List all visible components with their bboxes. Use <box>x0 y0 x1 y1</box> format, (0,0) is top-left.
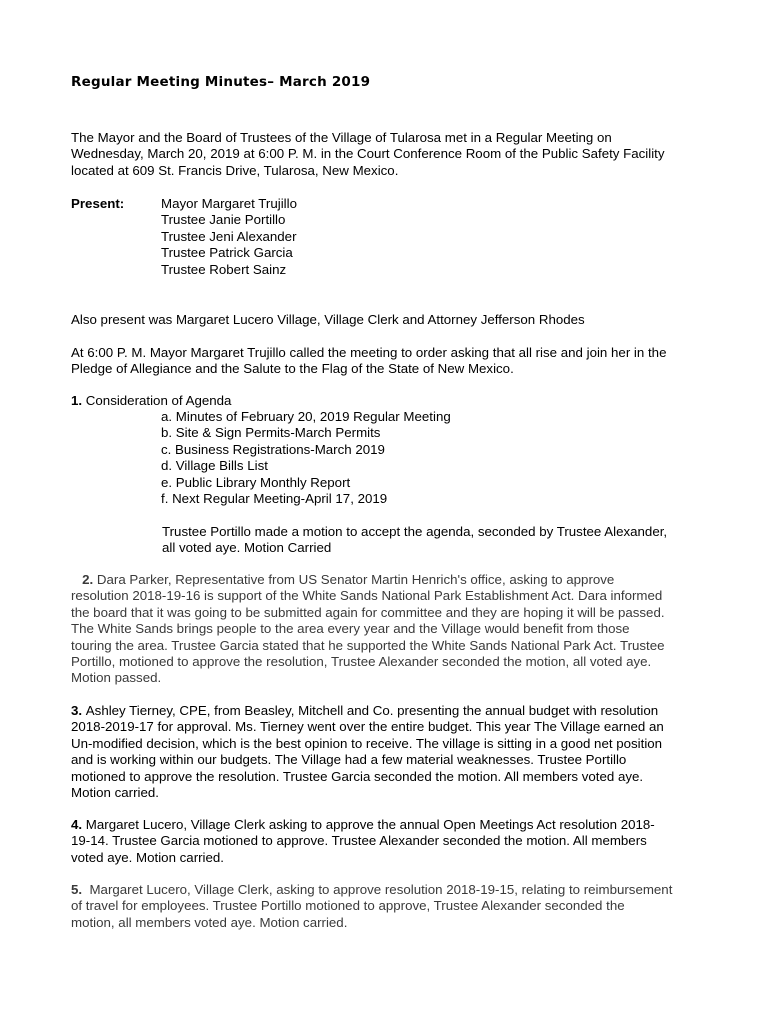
present-member: Trustee Robert Sainz <box>161 261 287 277</box>
item-2-line: the board that it was going to be submitted again for committee and they are hoping it will be passed. <box>71 604 665 620</box>
item-1-heading <box>71 393 231 409</box>
document-title: Regular Meeting Minutes– March 2019 <box>71 74 371 90</box>
item-4-number: 4. <box>71 817 83 832</box>
item-2-line: 2. Dara Parker, Representative from US Senator Martin Henrich's office, asking to approve <box>82 572 615 587</box>
item-3-number: 3. <box>71 703 83 718</box>
call-to-order-line: Pledge of Allegiance and the Salute to the Flag of the State of New Mexico. <box>71 361 514 377</box>
item-2-paragraph <box>71 572 665 687</box>
item-2-line: The White Sands brings people to the area every year and the Village would benefit from those <box>71 621 630 637</box>
item-5-number: 5. <box>71 882 83 897</box>
item-4-paragraph <box>71 817 655 866</box>
call-to-order-line: At 6:00 P. M. Mayor Margaret Trujillo called the meeting to order asking that all rise and join her in the <box>71 345 667 360</box>
motion-line: Trustee Portillo made a motion to accept the agenda, seconded by Trustee Alexander, <box>162 524 668 539</box>
item-3-line: 2018-2019-17 for approval. Ms. Tierney went over the entire budget. This year The Village earned an <box>71 719 664 735</box>
agenda-item: b. Site & Sign Permits-March Permits <box>161 425 381 441</box>
present-member: Trustee Janie Portillo <box>161 212 286 228</box>
item-4-line: voted aye. Motion carried. <box>71 849 224 865</box>
agenda-item: e. Public Library Monthly Report <box>161 474 351 490</box>
item-1-motion <box>162 524 667 557</box>
intro-line: located at 609 St. Francis Drive, Tularosa, New Mexico. <box>71 162 399 178</box>
item-3-line: 3. Ashley Tierney, CPE, from Beasley, Mitchell and Co. presenting the annual budget with resolution <box>71 703 659 718</box>
item-5-line: of travel for employees. Trustee Portillo motioned to approve, Trustee Alexander seconded the <box>71 898 625 914</box>
item-2-number: 2. <box>82 572 94 587</box>
also-present-paragraph: Also present was Margaret Lucero Village, Village Clerk and Attorney Jefferson Rhodes <box>71 312 585 327</box>
item-5-line: 5. Margaret Lucero, Village Clerk, asking to approve resolution 2018-19-15, relating to reimbursement <box>71 882 673 897</box>
item-3-line: motioned to approve the resolution. Trustee Garcia seconded the motion. All members voted aye. <box>71 768 644 784</box>
intro-paragraph <box>71 130 665 179</box>
item-3-paragraph <box>71 703 664 801</box>
agenda-item: a. Minutes of February 20, 2019 Regular Meeting <box>161 409 451 424</box>
item-5-paragraph <box>71 882 672 931</box>
present-list <box>161 196 297 278</box>
item-2-line: touring the area. Trustee Garcia stated that he supported the White Sands National Park Act. Trustee <box>71 637 665 653</box>
item-4-line: 4. Margaret Lucero, Village Clerk asking to approve the annual Open Meetings Act resolution 2018- <box>71 817 655 832</box>
item-4-line: 19-14. Trustee Garcia motioned to approve. Trustee Alexander seconded the motion. All members <box>71 833 647 849</box>
agenda-item: c. Business Registrations-March 2019 <box>161 441 385 457</box>
agenda-item: f. Next Regular Meeting-April 17, 2019 <box>161 491 388 507</box>
item-5-line: motion, all members voted aye. Motion carried. <box>71 914 348 930</box>
present-member: Trustee Patrick Garcia <box>161 245 293 261</box>
item-2-line: resolution 2018-19-16 is support of the White Sands National Park Establishment Act. Dara informed <box>71 588 663 604</box>
item-1-number: 1. <box>71 393 83 408</box>
item-3-line: Un-modified decision, which is the best opinion to receive. The village is sitting in a good net position <box>71 735 663 751</box>
present-member: Trustee Jeni Alexander <box>161 228 297 244</box>
item-2-line: Portillo, motioned to approve the resolution, Trustee Alexander seconded the motion, all voted aye. <box>71 654 652 670</box>
agenda-list <box>161 409 451 507</box>
present-member: Mayor Margaret Trujillo <box>161 196 297 211</box>
agenda-item: d. Village Bills List <box>161 458 268 474</box>
item-1-title: Consideration of Agenda <box>85 393 232 408</box>
motion-line: all voted aye. Motion Carried <box>162 540 332 556</box>
intro-line: The Mayor and the Board of Trustees of the Village of Tularosa met in a Regular Meeting on <box>71 130 612 145</box>
item-2-line: Motion passed. <box>71 670 162 686</box>
item-3-line: Motion carried. <box>71 785 159 801</box>
item-3-line: and is working within our budgets. The Village had a few material weaknesses. Trustee Portillo <box>71 752 627 768</box>
present-label: Present: <box>71 196 125 211</box>
intro-line: Wednesday, March 20, 2019 at 6:00 P. M. in the Court Conference Room of the Public Safety Facility <box>71 146 665 162</box>
call-to-order-paragraph <box>71 345 666 378</box>
